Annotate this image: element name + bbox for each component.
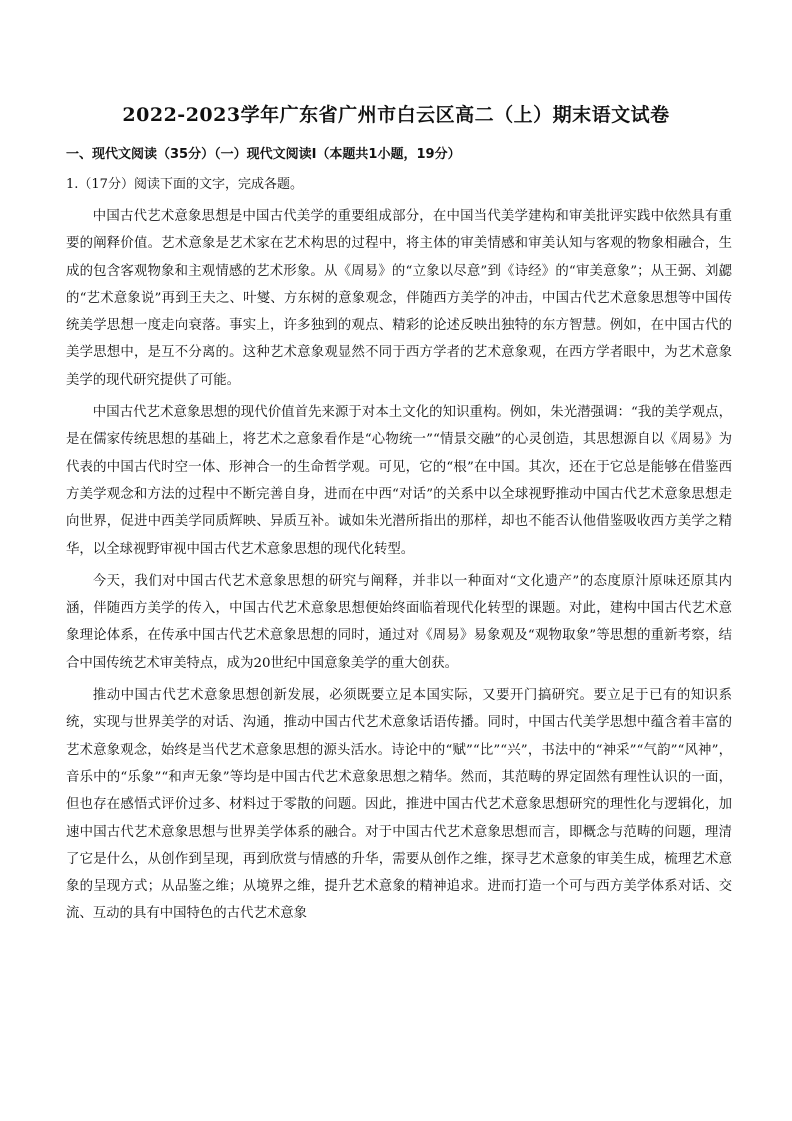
question-intro: 1.（17分）阅读下面的文字，完成各题。: [66, 177, 303, 192]
passage-paragraph-1: 中国古代艺术意象思想是中国古代美学的重要组成部分，在中国当代美学建构和审美批评实践中依然具有重要的阐释价值。艺术意象是艺术家在艺术构思的过程中，将主体的审美情感和审美认知与客观的物象相融合，生成的包含客观物象和主观情感的艺术形象。从《周易》的“立象以尽意”到《诗经》的“审美意象”；从王弼、刘勰的“艺术意象说”再到王夫之、叶燮、方东树的意象观念，伴随西方美学的冲击，中国古代艺术意象思想等中国传统美学思想一度走向衰落。事实上，许多独到的观点、精彩的论述反映出独特的东方智慧。例如，在中国古代的美学思想中，是互不分离的。这种艺术意象观显然不同于西方学者的艺术意象观，在西方学者眼中，为艺术意象美学的现代研究提供了可能。: [66, 209, 732, 388]
exam-title: 2022-2023学年广东省广州市白云区高二（上）期末语文试卷: [122, 104, 670, 126]
section-heading: 一、现代文阅读（35分）（一）现代文阅读Ⅰ（本题共1小题，19分）: [66, 147, 461, 162]
passage-paragraph-3: 今天，我们对中国古代艺术意象思想的研究与阐释，并非以一种面对“文化遗产”的态度原汁原味还原其内涵，伴随西方美学的传入，中国古代艺术意象思想便始终面临着现代化转型的课题。对此，建构中国古代艺术意象理论体系，在传承中国古代艺术意象思想的同时，通过对《周易》易象观及“观物取象”等思想的重新考察，结合中国传统艺术审美特点，成为20世纪中国意象美学的重大创获。: [66, 573, 732, 671]
reading-passage: [66, 203, 732, 933]
passage-paragraph-4: 推动中国古代艺术意象思想创新发展，必须既要立足本国实际，又要开门搞研究。要立足于已有的知识系统，实现与世界美学的对话、沟通，推动中国古代艺术意象话语传播。同时，中国古代美学思想中蕴含着丰富的艺术意象观念，始终是当代艺术意象思想的源头活水。诗论中的“赋”“比”“兴”，书法中的“神采”“气韵”“风神”，音乐中的“乐象”“和声无象”等均是中国古代艺术意象思想之精华。然而，其范畴的界定固然有理性认识的一面，但也存在感悟式评价过多、材料过于零散的问题。因此，推进中国古代艺术意象思想研究的理性化与逻辑化，加速中国古代艺术意象思想与世界美学体系的融合。对于中国古代艺术意象思想而言，即概念与范畴的问题，理清了它是什么，从创作到呈现，再到欣赏与情感的升华，需要从创作之维，探寻艺术意象的审美生成，梳理艺术意象的呈现方式；从品鉴之维；从境界之维，提升艺术意象的精神追求。进而打造一个可与西方美学体系对话、交流、互动的具有中国特色的古代艺术意象: [66, 688, 732, 922]
passage-paragraph-2: 中国古代艺术意象思想的现代价值首先来源于对本土文化的知识重构。例如，朱光潜强调：“我的美学观点，是在儒家传统思想的基础上，将艺术之意象看作是“心物统一”“情景交融”的心灵创造，其思想源自以《周易》为代表的中国古代时空一体、形神合一的生命哲学观。可见，它的“根”在中国。其次，还在于它总是能够在借鉴西方美学观念和方法的过程中不断完善自身，进而在中西“对话”的关系中以全球视野推动中国古代艺术意象思想走向世界，促进中西美学同质辉映、异质互补。诚如朱光潜所指出的那样，却也不能否认他借鉴吸收西方美学之精华，以全球视野审视中国古代艺术意象思想的现代化转型。: [66, 405, 732, 557]
